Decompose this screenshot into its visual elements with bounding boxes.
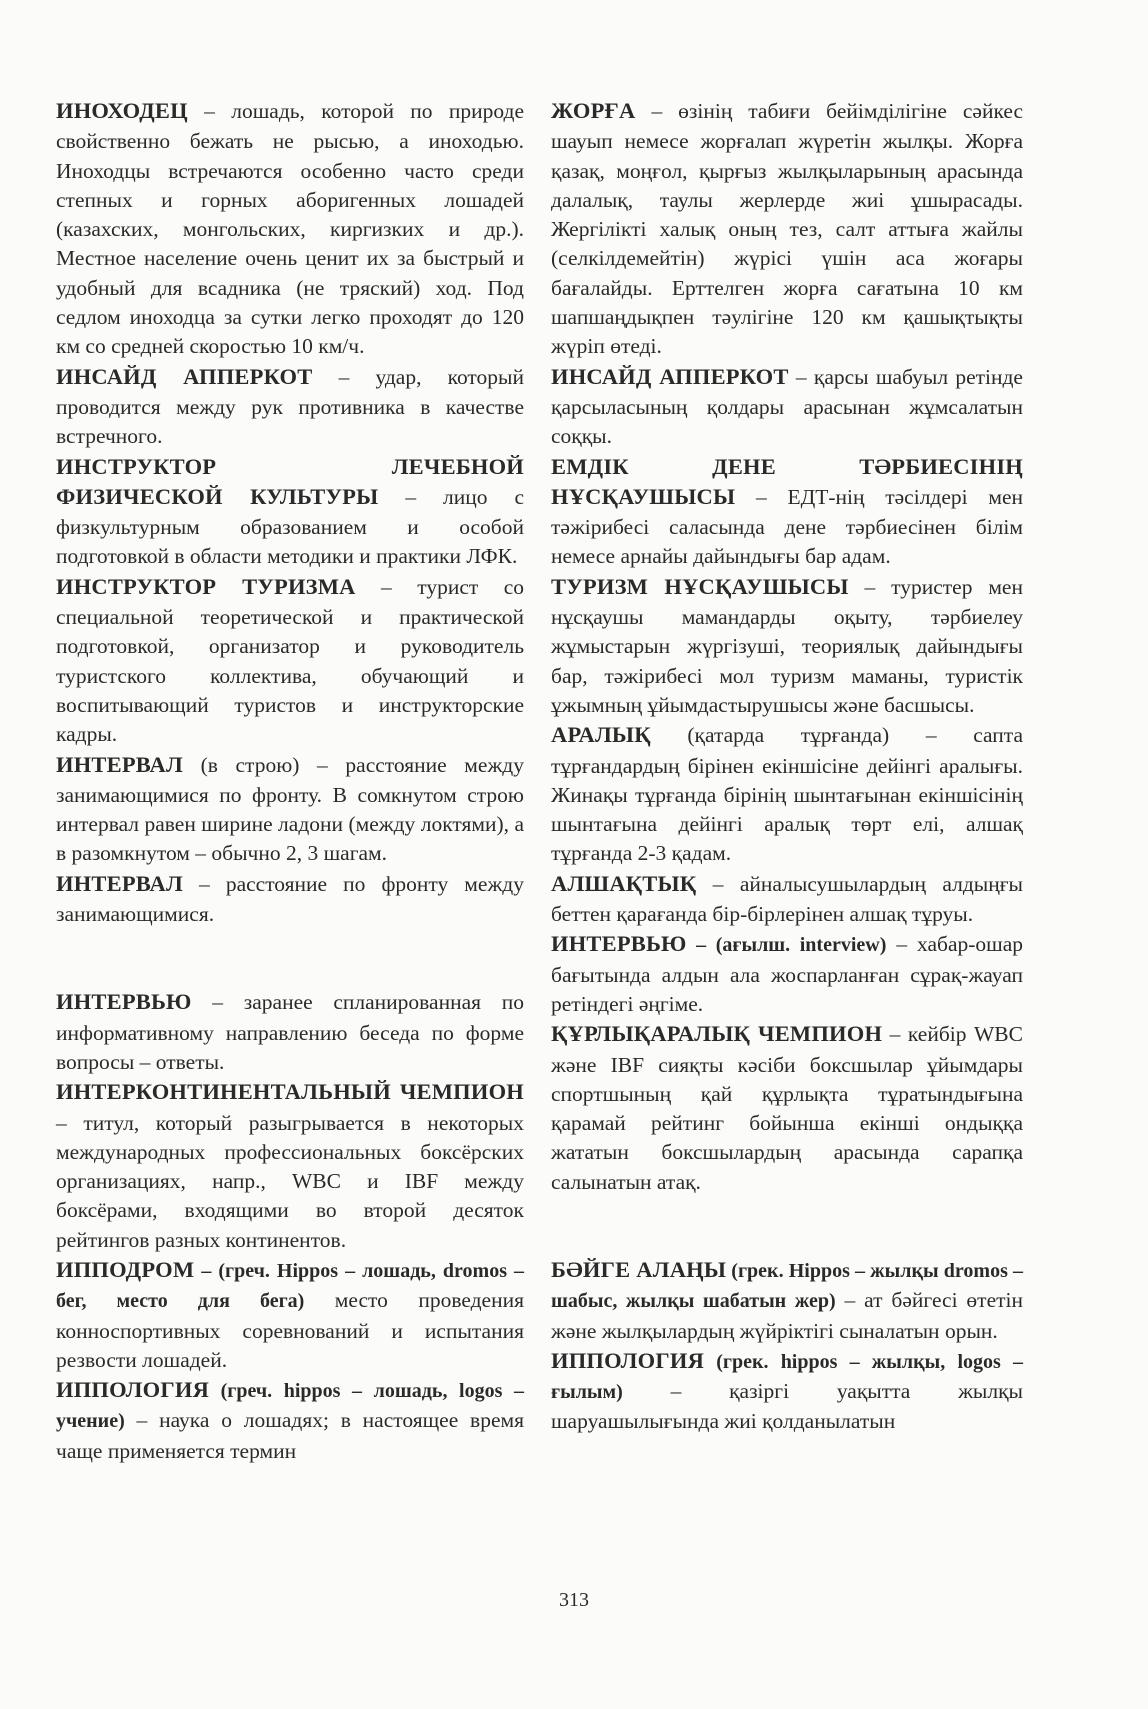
dictionary-entry (551, 96, 1023, 362)
entry-definition: – кейбір WBC және IBF сияқты кәсіби боксшылар ұйымдары спортшының қай құрлықта тұратындығына қарамай рейтинг бойынша екінші ондыққа жататын боксшылардың арасында сарапқа салынатын атақ. (551, 1022, 1023, 1194)
entry-term: ЖОРҒА (551, 98, 636, 123)
entry-definition: – наука о лошадях; в настоящее время чаще применяется термин (56, 1408, 524, 1463)
dictionary-entry (551, 1019, 1023, 1197)
dictionary-entry (551, 929, 1023, 1019)
entry-term: ИНТЕРВЬЮ (551, 931, 687, 957)
entry-definition: – лицо с физкультурным образованием и особой подготовкой в области методики и практики ЛФК. (56, 484, 524, 569)
entry-term: АЛШАҚТЫҚ (551, 870, 697, 896)
entry-term: ИНСТРУКТОР ТУРИЗМА (56, 573, 356, 599)
entry-term: ИНТЕРВАЛ (56, 870, 183, 896)
right-column (551, 96, 1023, 1437)
dictionary-entry (56, 572, 524, 750)
left-column (56, 96, 524, 1466)
entry-definition: (қатарда тұрғанда) – сапта тұрғандардың бірінен екіншісіне дейінгі аралығы. Жинақы тұрғанда бірінің шынтағынан екіншісінің шынтағына дейінгі аралық төрт елі, алшақ тұрғанда 2-3 қадам. (551, 723, 1023, 866)
page-number: 313 (559, 1589, 589, 1611)
entry-term: ИНТЕРКОНТИНЕНТАЛЬНЫЙ ЧЕМПИОН (56, 1079, 524, 1105)
entry-etymology: (грек. Hippos – жылқы dromos – шабыс, жылқы шабатын жер) (551, 1259, 1023, 1313)
entry-term: ИППОЛОГИЯ (551, 1347, 705, 1373)
dictionary-entry (56, 750, 524, 869)
entry-term: ТУРИЗМ НҰСҚАУШЫСЫ (551, 573, 849, 599)
entry-etymology: (грек. hippos – жылқы, logos – ғылым) (551, 1350, 1023, 1404)
entry-definition: – айналысушылардың алдыңғы беттен қарағанда бір-бірлерінен алшақ тұруы. (551, 871, 1023, 927)
dictionary-entry (551, 572, 1023, 720)
entry-definition: – қарсы шабуыл ретінде қарсыласының қолдары арасынан жұмсалатын соққы. (551, 364, 1023, 449)
entry-spacer (551, 1197, 1023, 1255)
entry-definition: (в строю) – расстояние между занимающимися по фронту. В сомкнутом строю интервал равен ширине ладони (между локтями), а в разомкнутом – обычно 2, 3 шагам. (56, 752, 524, 866)
dictionary-entry (56, 1375, 524, 1466)
entry-definition: – заранее спланированная по информативному направлению беседа по форме вопросы – ответы. (56, 990, 524, 1074)
entry-definition: – ЕДТ-нің тәсілдері мен тәжірибесі саласында дене тәрбиесінен білім немесе арнайы дайындығы бар адам. (551, 484, 1023, 569)
dictionary-entry (56, 1077, 524, 1255)
entry-term: БӘЙГЕ АЛАҢЫ (551, 1256, 727, 1282)
entry-term: ИНСАЙД АППЕРКОТ (551, 363, 789, 389)
entry-definition: – хабар-ошар бағытында алдын ала жоспарланған сұрақ-жауап ретіндегі әңгіме. (551, 932, 1023, 1016)
entry-definition: – титул, который разыгрывается в некоторых международных профессиональных боксёрских организациях, напр., WBC и IBF между боксёрами, входящими во второй десяток рейтингов разных континентов. (56, 1110, 524, 1252)
entry-definition: – расстояние по фронту между занимающимися. (56, 871, 524, 927)
entry-term: ИНСАЙД АППЕРКОТ (56, 363, 313, 389)
entry-term: ЕМДІК ДЕНЕ ТӘРБИЕСІНІҢ НҰСҚАУШЫСЫ (551, 453, 1023, 509)
entry-definition: – удар, который проводится между рук противника в качестве встречного. (56, 364, 524, 449)
dictionary-entry (56, 362, 524, 452)
entry-definition: – өзінің табиғи бейімділігіне сәйкес шауып немесе жорғалап жүретін жылқы. Жорға қазақ, моңғол, қырғыз жылқыларының арасында далалық, таулы жерлерде жиі ұшырасады. Жергілікті халық оның тез, салт аттыға жайлы (селкілдемейтін) жүрісі үшін аса жоғары бағалайды. Ерттелген жорға сағатына 10 км шапшаңдықпен тәулігіне 120 км қашықтықты жүріп өтеді. (551, 99, 1023, 359)
entry-etymology: – (ағылш. interview) (686, 934, 887, 957)
entry-term: ИППОДРОМ (56, 1256, 195, 1282)
dictionary-entry (551, 720, 1023, 868)
entry-term: ИНТЕРВЬЮ (56, 989, 192, 1015)
dictionary-entry (56, 452, 524, 572)
dictionary-entry (56, 869, 524, 930)
dictionary-entry (551, 1346, 1023, 1437)
dictionary-entry (551, 362, 1023, 452)
entry-etymology: (греч. hippos – лошадь, logos – учение) (56, 1380, 524, 1433)
dictionary-entry (551, 1255, 1023, 1346)
entry-definition: – турист со специальной теоретической и практической подготовкой, организатор и руководитель туристского коллектива, обучающий и воспитывающий туристов и инструкторские кадры. (56, 574, 524, 747)
entry-definition: – туристер мен нұсқаушы мамандарды оқыту, тәрбиелеу жұмыстарын жүргізуші, теориялық дайындығы бар, тәжірибесі мол туризм маманы, туристік ұжымның ұйымдастырушысы және басшысы. (551, 574, 1023, 717)
entry-spacer (56, 929, 524, 987)
entry-definition: – қазіргі уақытта жылқы шаруашылығында жиі қолданылатын (551, 1379, 1023, 1434)
entry-definition: место проведения конноспортивных соревнований и испытания резвости лошадей. (56, 1288, 524, 1372)
entry-term: ИППОЛОГИЯ (56, 1377, 210, 1403)
dictionary-entry (56, 987, 524, 1077)
dictionary-entry (551, 869, 1023, 930)
dictionary-entry (56, 1255, 524, 1375)
dictionary-entry (551, 452, 1023, 572)
entry-definition: – ат бәйгесі өтетін және жылқылардың жүйріктігі сыналатын орын. (551, 1288, 1023, 1343)
entry-etymology: – (греч. Hippos – лошадь, dromos – бег, место для бега) (56, 1259, 524, 1313)
entry-term: АРАЛЫҚ (551, 722, 651, 748)
entry-term: ИНОХОДЕЦ (56, 98, 188, 123)
entry-definition: – лошадь, которой по природе свойственно бежать не рысью, а иноходью. Иноходцы встречаются особенно часто среди степных и горных аборигенных лошадей (казахских, монгольских, киргизких и др.). Местное население очень ценит их за быстрый и удобный для всадника (не тряский) ход. Под седлом иноходца за сутки легко проходят до 120 км со средней скоростью 10 км/ч. (56, 99, 524, 359)
entry-term: ҚҰРЛЫҚАРАЛЫҚ ЧЕМПИОН (551, 1021, 883, 1047)
entry-term: ИНТЕРВАЛ (56, 751, 183, 777)
entry-term: ИНСТРУКТОР ЛЕЧЕБНОЙ ФИЗИЧЕСКОЙ КУЛЬТУРЫ (56, 453, 524, 509)
dictionary-entry (56, 96, 524, 362)
